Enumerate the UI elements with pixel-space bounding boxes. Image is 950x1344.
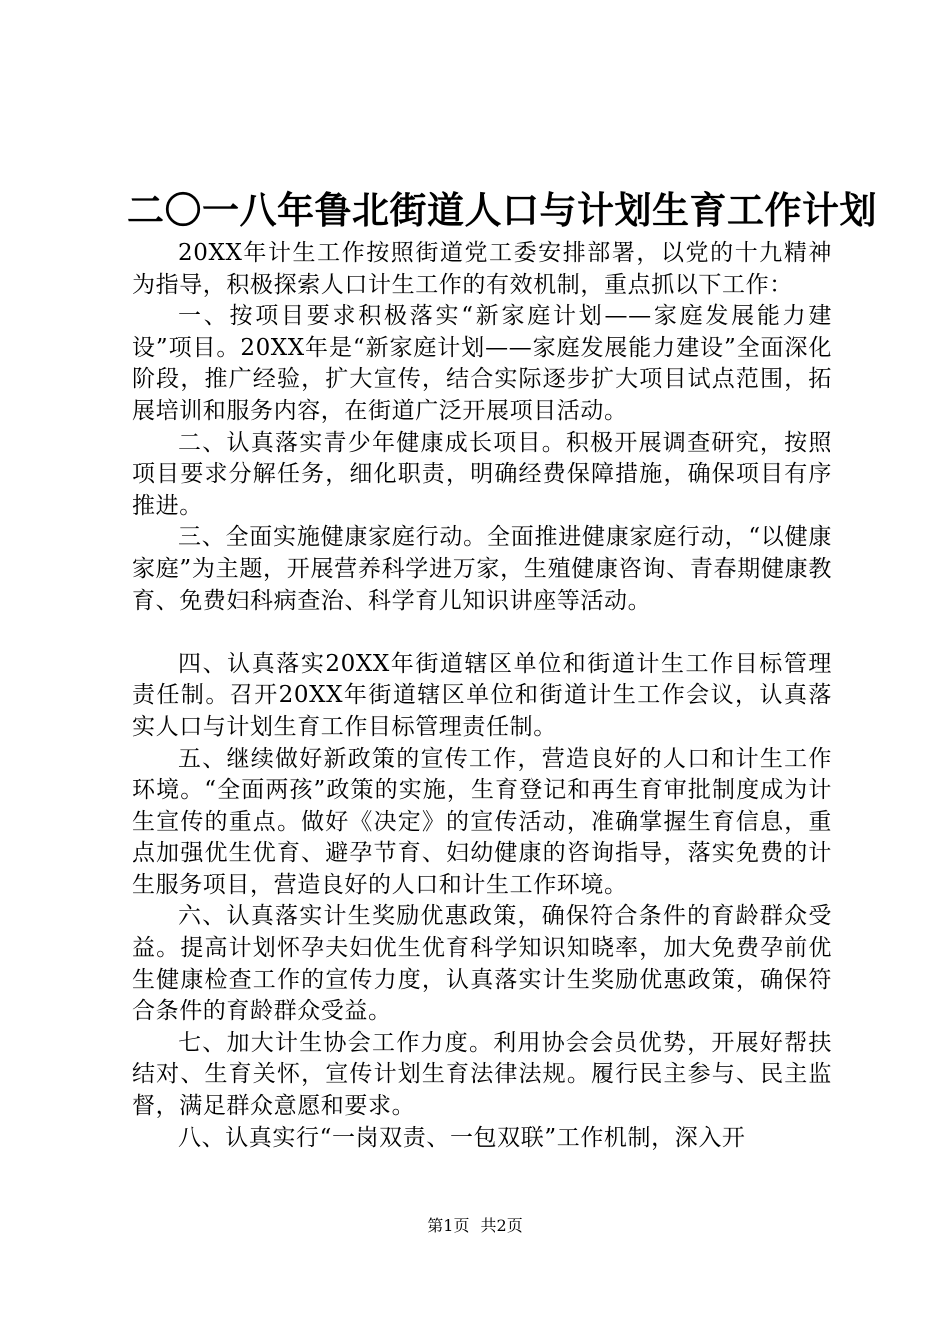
paragraph-item-6: 六、认真落实计生奖励优惠政策，确保符合条件的育龄群众受益。提高计划怀孕夫妇优生优育科学知识知晓率，加大免费孕前优生健康检查工作的宣传力度，认真落实计生奖励优惠政策，确保符合条件的育龄群众受益。	[132, 903, 832, 1025]
paragraph-item-2: 二、认真落实青少年健康成长项目。积极开展调查研究，按照项目要求分解任务，细化职责，明确经费保障措施，确保项目有序推进。	[132, 429, 832, 519]
document-body	[132, 238, 832, 1154]
paragraph-item-7: 七、加大计生协会工作力度。利用协会会员优势，开展好帮扶结对、生育关怀，宣传计划生育法律法规。履行民主参与、民主监督，满足群众意愿和要求。	[132, 1029, 832, 1120]
paragraph-item-1: 一、按项目要求积极落实“新家庭计划——家庭发展能力建设”项目。20XX年是“新家庭计划——家庭发展能力建设”全面深化阶段，推广经验，扩大宣传，结合实际逐步扩大项目试点范围，拓展培训和服务内容，在街道广泛开展项目活动。	[132, 303, 832, 424]
paragraph-item-5: 五、继续做好新政策的宣传工作，营造良好的人口和计生工作环境。“全面两孩”政策的实施，生育登记和再生育审批制度成为计生宣传的重点。做好《决定》的宣传活动，准确掌握生育信息，重点加强优生优育、避孕节育、妇幼健康的咨询指导，落实免费的计生服务项目，营造良好的人口和计生工作环境。	[132, 745, 832, 898]
paragraph-item-8: 八、认真实行“一岗双责、一包双联”工作机制，深入开	[178, 1124, 746, 1151]
paragraph-item-3: 三、全面实施健康家庭行动。全面推进健康家庭行动，“以健康家庭”为主题，开展营养科学进万家，生殖健康咨询、青春期健康教育、免费妇科病查治、科学育儿知识讲座等活动。	[132, 524, 832, 614]
paragraph-gap	[132, 617, 832, 649]
document-title: 二〇一八年鲁北街道人口与计划生育工作计划	[127, 188, 877, 232]
page-number: 第1页	[427, 1216, 470, 1235]
page-footer	[0, 1216, 950, 1236]
page-total: 共2页	[480, 1216, 523, 1235]
paragraph-item-4: 四、认真落实20XX年街道辖区单位和街道计生工作目标管理责任制。召开20XX年街道辖区单位和街道计生工作会议，认真落实人口与计划生育工作目标管理责任制。	[132, 650, 832, 740]
paragraph-intro: 20XX年计生工作按照街道党工委安排部署，以党的十九精神为指导，积极探索人口计生工作的有效机制，重点抓以下工作：	[132, 240, 832, 298]
